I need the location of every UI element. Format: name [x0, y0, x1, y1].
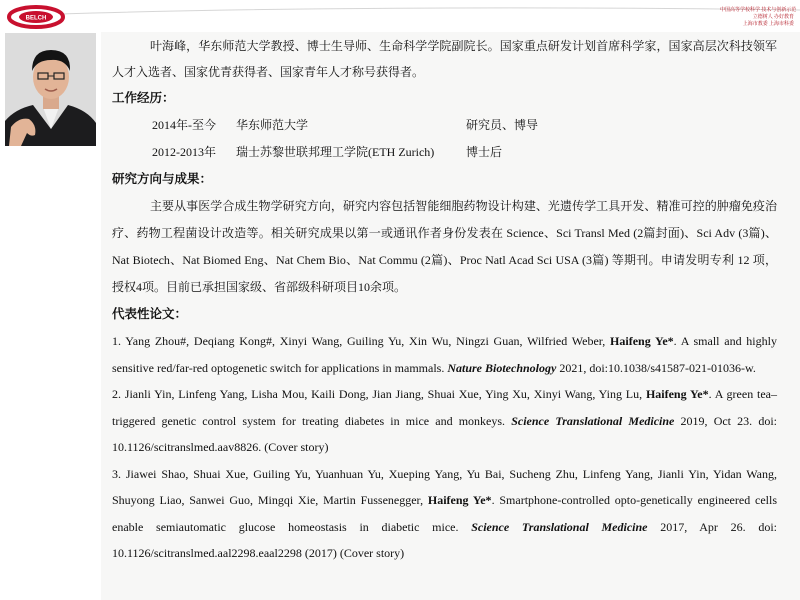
header-bar	[0, 0, 800, 32]
research-heading: 研究方向与成果：	[112, 172, 213, 186]
bio-content	[112, 33, 777, 567]
work-role: 研究员、博导	[466, 118, 539, 132]
paper-authors: 2. Jianli Yin, Linfeng Yang, Lisha Mou, Kaili Dong, Jian Jiang, Shuai Xue, Ying Xu, Xinyi Wang, Ying Lu,	[112, 387, 646, 401]
work-heading: 工作经历：	[112, 91, 175, 105]
paper-highlight-author: Haifeng Ye*	[645, 387, 709, 401]
work-period: 2014年-至今	[152, 118, 216, 132]
paper-authors: 1. Yang Zhou#, Deqiang Kong#, Xinyi Wang, Guiling Yu, Xin Wu, Ningzi Guan, Wilfried Weber,	[112, 334, 611, 348]
papers-heading: 代表性论文：	[112, 307, 188, 321]
bio-intro: 叶海峰，华东师范大学教授、博士生导师、生命科学学院副院长。国家重点研发计划首席科学家，国家高层次科技领军人才入选者、国家优青获得者、国家青年人才称号获得者。	[112, 39, 777, 79]
paper-title: . A small and highly sensitive red/far-red optogenetic switch for applications in mammals.	[112, 334, 777, 375]
logo-right-line1: 中国高等学校科学 技术与创新示范	[720, 8, 797, 13]
work-period: 2012-2013年	[152, 145, 216, 159]
paper-citation: 2021, doi:10.1038/s41587-021-01036-w.	[556, 360, 756, 375]
paper-title: . A green tea–triggered genetic control system for treating diabetes in mice and monkeys.	[112, 387, 777, 428]
work-org: 瑞士苏黎世联邦理工学院(ETH Zurich)	[236, 145, 435, 159]
paper-citation: 2017, Apr 26. doi: 10.1126/scitranslmed.aal2298.eaal2298 (2017) (Cover story)	[112, 519, 778, 560]
logo-right-line2: 立德树人 办好教育	[752, 15, 794, 20]
logo-left	[6, 4, 66, 30]
paper-title: . Smartphone-controlled opto-genetically engineered cells enable semiautomatic glucose homeostasis in diabetic mice.	[112, 493, 777, 534]
paper-journal: Science Translational Medicine	[471, 519, 648, 534]
logo-left-text: BELCH	[25, 15, 47, 22]
paper-entry	[112, 381, 777, 461]
work-row	[112, 112, 777, 139]
paper-entry	[112, 461, 777, 567]
research-paragraph: 主要从事医学合成生物学研究方向，研究内容包括智能细胞药物设计构建、光遗传学工具开发、精准可控的肿瘤免疫治疗、药物工程菌设计改造等。相关研究成果以第一或通讯作者身份发表在 Science、Sci Transl Med (2篇封面)、Sci Adv (3篇)、Nat Biotech、Nat Biomed Eng、Nat Chem Bio、Nat Commu (2篇)、Proc Natl Acad Sci USA (3篇) 等期刊。申请发明专利 12 项，授权4项。目前已承担国家级、省部级科研项目10余项。	[112, 199, 777, 294]
portrait-photo	[5, 33, 96, 146]
work-row	[112, 139, 777, 166]
logo-right-line3: 上海市教委 上海市科委	[742, 22, 794, 27]
logo-right	[720, 8, 797, 30]
paper-journal: Science Translational Medicine	[511, 413, 675, 428]
work-org: 华东师范大学	[236, 118, 309, 132]
work-role: 博士后	[466, 145, 503, 159]
paper-highlight-author: Haifeng Ye*	[427, 493, 492, 507]
header-swoosh	[0, 0, 800, 32]
paper-journal: Nature Biotechnology	[447, 360, 557, 375]
paper-citation: 2019, Oct 23. doi: 10.1126/scitranslmed.aav8826. (Cover story)	[112, 413, 777, 454]
paper-authors: 3. Jiawei Shao, Shuai Xue, Guiling Yu, Yuanhuan Yu, Xueping Yang, Yu Bai, Sucheng Zhu, Linfeng Yang, Jianli Yin, Yidan Wang, Shuyong Liao, Sanwei Guo, Mingqi Xie, Martin Fussenegger,	[112, 466, 777, 507]
paper-highlight-author: Haifeng Ye*	[610, 334, 674, 348]
paper-entry	[112, 328, 777, 381]
